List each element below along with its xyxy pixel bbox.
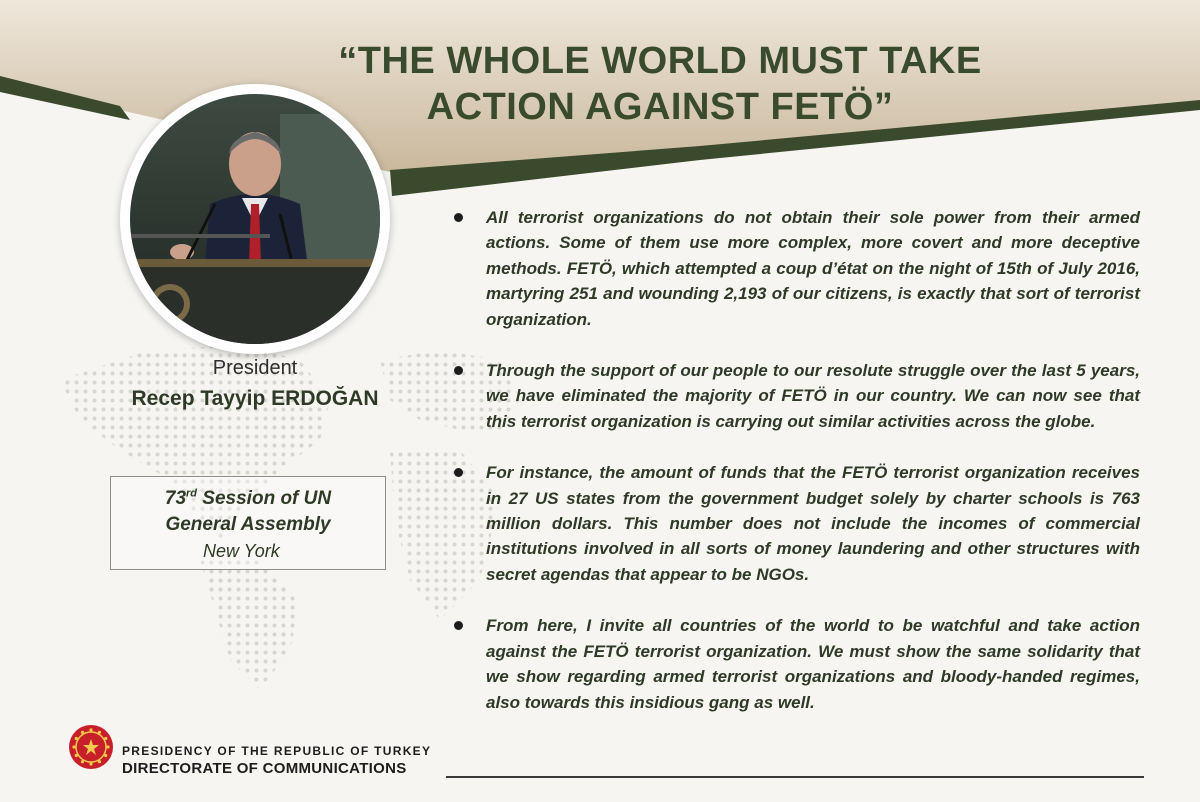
bullet-dot-icon [454, 468, 463, 477]
bullet-text: From here, I invite all countries of the world to be watchful and take action against the FETÖ terrorist organization. We must show the same solidarity that we show regarding armed terrorist organizations and bloody-handed regimes, also towards this insidious gang as well. [486, 616, 1140, 712]
bullet-dot-icon [454, 621, 463, 630]
bullet-text: For instance, the amount of funds that the FETÖ terrorist organization receives in 27 US states from the government budget solely by charter schools is 763 million dollars. This number does not include the incomes of commercial institutions involved in all sorts of money laundering and other structures with secret agendas that appear to be NGOs. [486, 463, 1140, 584]
list-item [450, 460, 1140, 587]
session-ordinal-suffix: rd [186, 487, 198, 500]
org-line-1: PRESIDENCY OF THE REPUBLIC OF TURKEY [122, 744, 432, 758]
bullet-dot-icon [454, 213, 463, 222]
org-line-2: DIRECTORATE OF COMMUNICATIONS [122, 760, 407, 777]
session-line-1-rest: Session of UN [197, 488, 332, 509]
speaker-photo [120, 84, 390, 354]
bullet-text: Through the support of our people to our resolute struggle over the last 5 years, we have eliminated the majority of FETÖ in our country. We can now see that this terrorist organization is carrying out similar activities across the globe. [486, 361, 1140, 431]
list-item [450, 205, 1140, 332]
session-number: 73 [164, 488, 187, 509]
headline [300, 38, 1020, 130]
session-line-2: General Assembly [165, 514, 331, 535]
speaker-name: Recep Tayyip ERDOĞAN [131, 387, 379, 410]
quote-bullet-list [450, 205, 1140, 741]
bullet-text: All terrorist organizations do not obtain their sole power from their armed actions. Some of them use more complex, more covert and more deceptive methods. FETÖ, which attempted a coup d’état on the night of 15th of July 2016, martyring 251 and wounding 2,193 of our citizens, is exactly that sort of terrorist organization. [486, 208, 1140, 329]
session-info-box [110, 476, 386, 570]
headline-line-2: ACTION AGAINST FETÖ” [426, 86, 894, 128]
bullet-dot-icon [454, 366, 463, 375]
list-item [450, 613, 1140, 715]
list-item [450, 358, 1140, 434]
headline-line-1: “THE WHOLE WORLD MUST TAKE [338, 40, 982, 82]
footer-divider [446, 776, 1144, 778]
session-line-1 [111, 487, 385, 511]
speaker-title: President [212, 357, 298, 379]
session-city: New York [203, 541, 280, 561]
presidential-seal-icon [68, 724, 114, 770]
speaker-photo-illustration [130, 94, 380, 344]
